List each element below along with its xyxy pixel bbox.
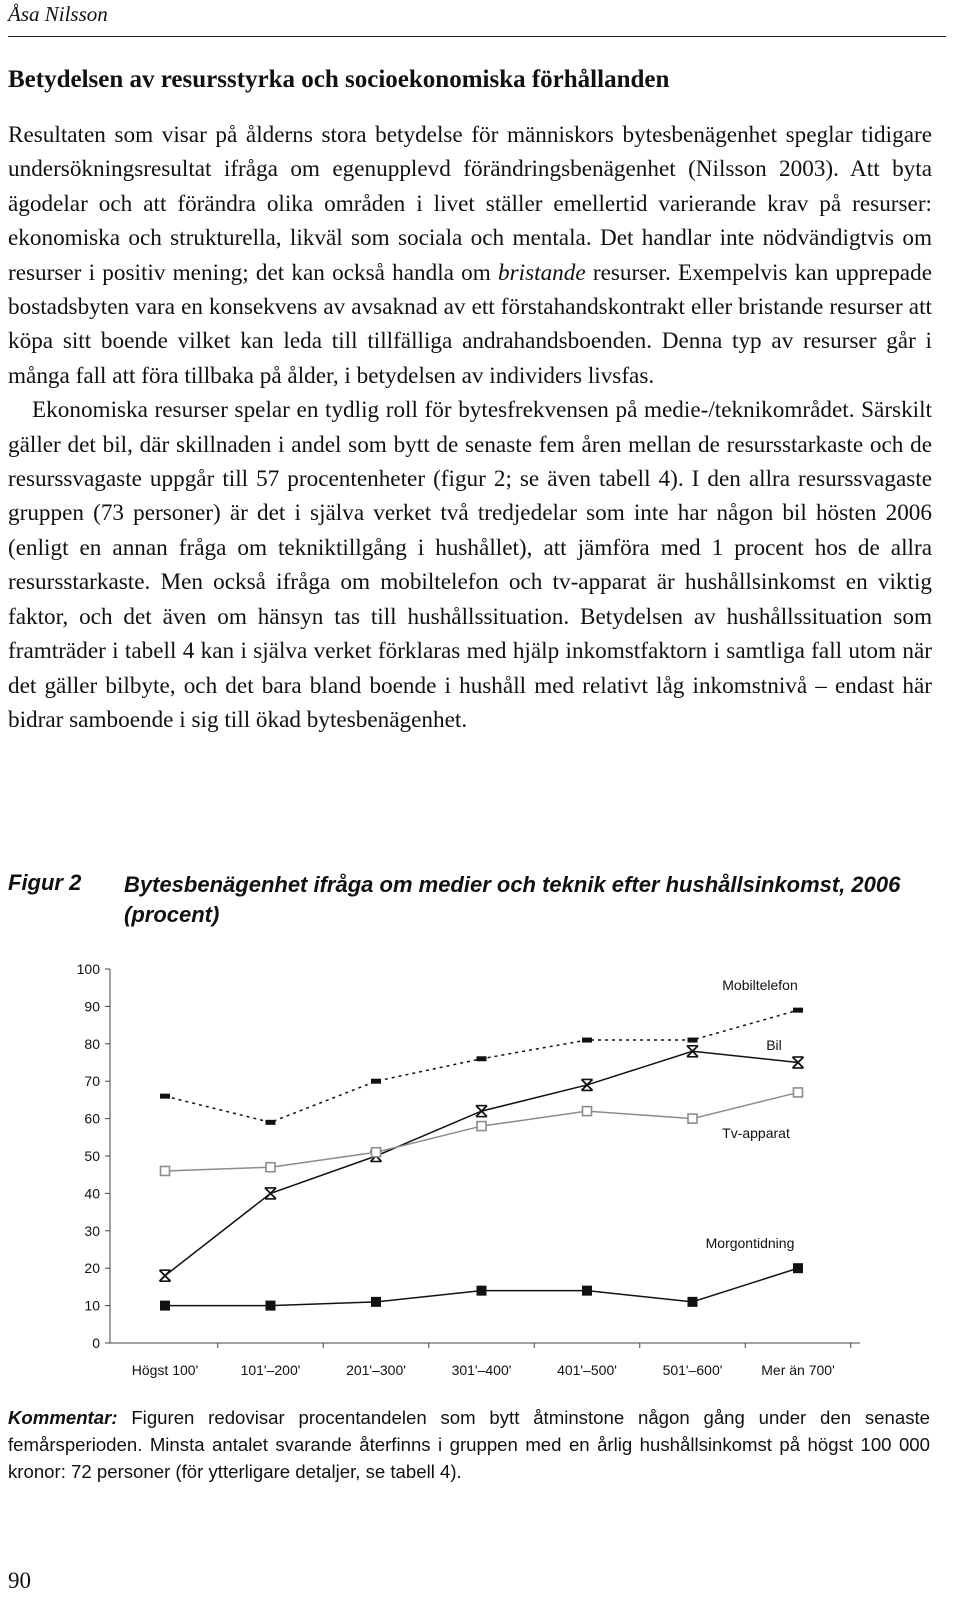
y-tick-label: 30 <box>84 1222 100 1239</box>
series-morgontidning <box>160 1263 803 1310</box>
data-point <box>372 1148 381 1157</box>
header-rule <box>8 36 946 37</box>
data-point <box>266 1120 276 1125</box>
y-tick-label: 20 <box>84 1260 100 1277</box>
data-point <box>793 1008 803 1013</box>
x-tick-label: Högst 100' <box>131 1362 199 1378</box>
data-point <box>688 1297 698 1307</box>
series-line-tv-apparat <box>165 1092 798 1171</box>
data-point <box>582 1038 592 1043</box>
y-tick-label: 100 <box>76 961 100 977</box>
data-point <box>793 1263 803 1273</box>
x-axis <box>110 1343 860 1378</box>
data-point <box>160 1270 171 1281</box>
y-axis <box>77 961 110 1351</box>
x-tick-label: Mer än 700' <box>761 1362 835 1378</box>
emphasis-bristande: bristande <box>498 259 586 286</box>
y-tick-label: 60 <box>84 1110 100 1127</box>
data-point <box>794 1088 803 1097</box>
paragraph-1-start: Resultaten som visar på ålderns stora betydelse för människors bytesbenägenhet speglar tidigare undersökningsresultat ifråga om egenupplevd förändringsbenägenhet (Nilsson 2003). Att byta ägodelar och att förändra olika områden i livet ställer emellertid varierande krav på resurser: ekonomiska och strukturella, likväl som sociala och mentala. Det handlar inte nödvändigtvis om resurser i positiv mening; det kan också handla om <box>8 122 932 286</box>
x-tick-label: 201'–300' <box>346 1362 406 1378</box>
series-labels <box>706 977 798 1251</box>
figure-comment <box>8 1404 930 1485</box>
y-tick-label: 50 <box>84 1148 100 1164</box>
paragraph-2: Ekonomiska resurser spelar en tydlig roll för bytesfrekvensen på medie-/teknikområdet. Särskilt gäller det bil, där skillnaden i andel som bytt de senaste fem åren mellan de resursstarkaste och de resurssvagaste uppgår till 57 procentenheter (figur 2; se även tabell 4). I den allra resurssvagaste gruppen (73 personer) är det i själva verket två tredjedelar som inte har någon bil hösten 2006 (enligt en annan fråga om tekniktillgång i hushållet), att jämföra med 1 procent hos de allra resursstarkaste. Men också ifråga om mobiltelefon och tv-apparat är hushållsinkomst en viktig faktor, och det även om hänsyn tas till hushållssituation. Betydelsen av hushållssituation som framträder i tabell 4 kan i själva verket förklaras med hjälp inkomstfaktorn i samtliga fall utom när det gäller bilbyte, och det bara bland boende i hushåll med relativt låg inkomstnivå – endast här bidrar samboende i sig till ökad bytesbenägenhet. <box>8 397 932 733</box>
data-point <box>161 1166 170 1175</box>
x-tick-label: 501'–600' <box>662 1362 723 1378</box>
y-tick-label: 40 <box>84 1185 100 1202</box>
page-number: 90 <box>8 1568 31 1593</box>
series-label-morgontidning: Morgontidning <box>705 1235 795 1251</box>
y-tick-label: 90 <box>84 998 100 1015</box>
paragraph-1 <box>8 118 932 393</box>
data-point <box>477 1056 487 1061</box>
data-point <box>583 1107 592 1116</box>
data-point <box>582 1286 592 1296</box>
comment-label: Kommentar: <box>8 1407 118 1428</box>
series-label-mobiltelefon: Mobiltelefon <box>722 977 798 993</box>
data-point <box>688 1038 698 1043</box>
data-point <box>266 1301 276 1311</box>
line-chart <box>0 950 960 1390</box>
x-tick-label: 301'–400' <box>451 1362 512 1378</box>
data-point <box>477 1122 486 1131</box>
comment-text: Figuren redovisar procentandelen som bytt åtminstone någon gång under den senaste femårsperioden. Minsta antalet svarande återfinns i gruppen med en årlig hushållsinkomst på högst 100 000 kronor: 72 personer (för ytterligare detaljer, se tabell 4). <box>8 1407 930 1482</box>
data-point <box>371 1079 381 1084</box>
y-tick-label: 70 <box>84 1073 100 1090</box>
x-tick-label: 401'–500' <box>557 1362 617 1378</box>
paragraph-1-end: resurser. Exempelvis kan upprepade bostadsbyten vara en konsekvens av avsaknad av ett förstahandskontrakt eller bristande resurser att köpa sitt boende vilket kan leda till tillfälliga andrahandsboenden. Denna typ av resurser går i många fall att föra tillbaka på ålder, i betydelsen av individers livsfas. <box>8 259 932 389</box>
series-mobiltelefon <box>160 1008 803 1125</box>
series-line-bil <box>165 1051 798 1275</box>
data-point <box>477 1286 487 1296</box>
data-point <box>476 1106 487 1117</box>
figure-label: Figur 2 <box>8 870 82 895</box>
data-point <box>582 1079 593 1090</box>
data-point <box>160 1301 170 1311</box>
running-head: Åsa Nilsson <box>8 2 108 26</box>
series-label-tv-apparat: Tv-apparat <box>722 1125 790 1141</box>
section-title: Betydelsen av resursstyrka och socioekonomiska förhållanden <box>8 66 670 93</box>
data-point <box>265 1188 276 1199</box>
x-tick-label: 101'–200' <box>240 1362 301 1378</box>
y-tick-label: 80 <box>84 1035 100 1052</box>
data-point <box>688 1114 697 1123</box>
y-tick-label: 10 <box>84 1297 100 1314</box>
body-text <box>8 118 932 737</box>
series-label-bil: Bil <box>766 1037 782 1053</box>
figure-title: Bytesbenägenhet ifråga om medier och teknik efter hushållsinkomst, 2006 (procent) <box>124 872 901 927</box>
series-tv-apparat <box>161 1088 803 1176</box>
data-point <box>160 1094 170 1099</box>
y-tick-label: 0 <box>92 1335 100 1351</box>
chart-series <box>160 1008 804 1311</box>
data-point <box>266 1163 275 1172</box>
data-point <box>371 1297 381 1307</box>
